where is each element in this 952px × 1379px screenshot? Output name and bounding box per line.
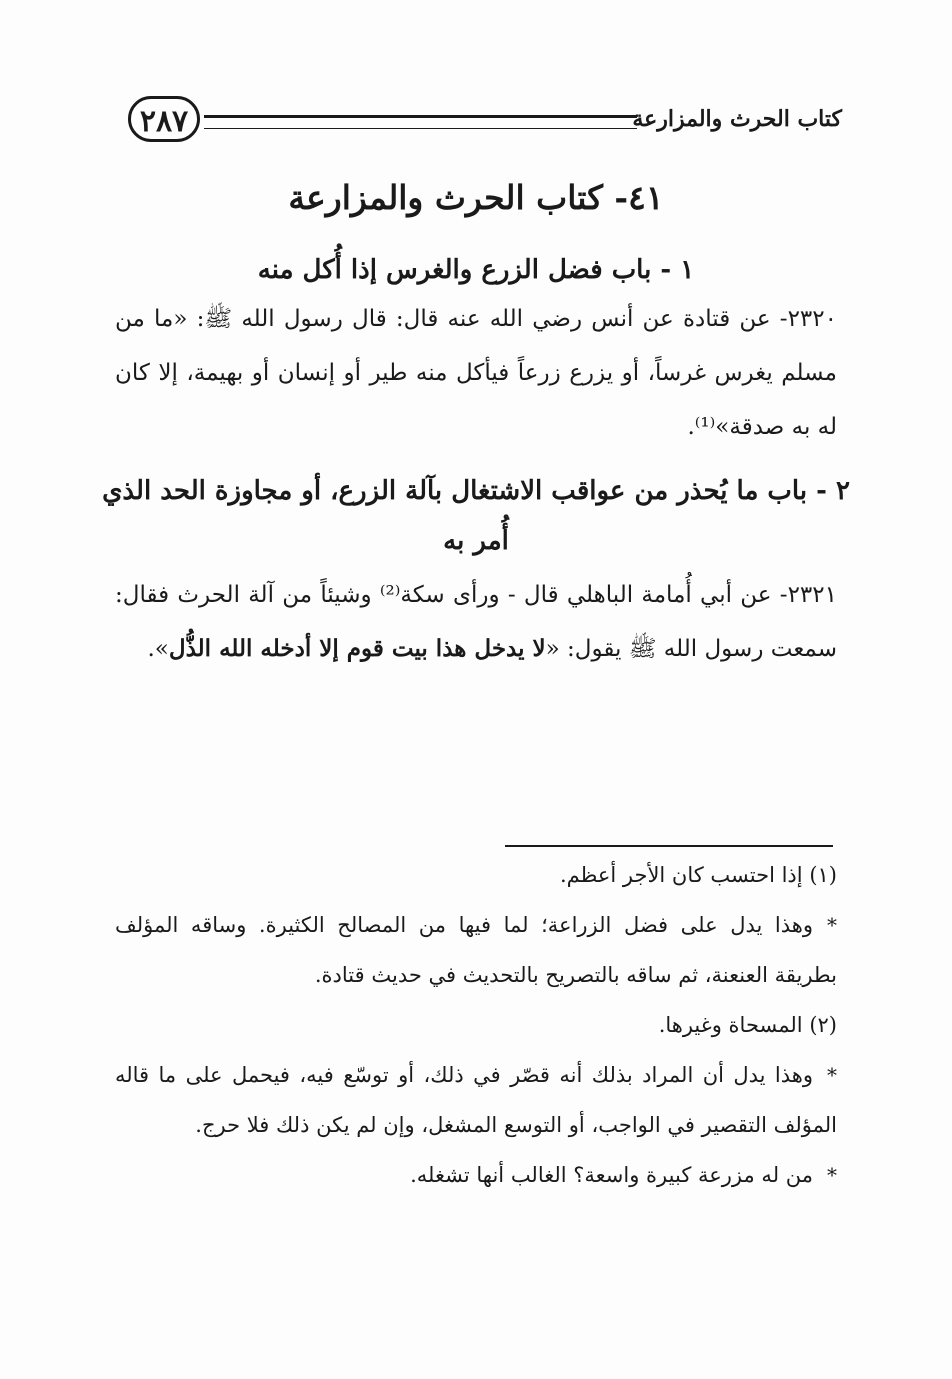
- footnotes: [115, 850, 837, 1200]
- running-header-title: كتاب الحرث والمزارعة: [632, 106, 842, 132]
- footnote-2: [115, 1000, 837, 1050]
- chapter-heading-2: ٢ - باب ما يُحذر من عواقب الاشتغال بآلة الزرع، أو مجاوزة الحد الذي أُمر به: [102, 476, 850, 556]
- commentary-1-marker: *: [827, 913, 837, 937]
- chapter-heading-1: ١ - باب فضل الزرع والغرس إذا أُكل منه: [257, 255, 695, 285]
- footnote-separator: [505, 845, 833, 847]
- hadith-2321: [115, 568, 837, 676]
- commentary-2-marker: *: [827, 1063, 837, 1087]
- footnote-1-marker: (١): [809, 863, 837, 887]
- commentary-2: [115, 1050, 837, 1150]
- commentary-3-text: من له مزرعة كبيرة واسعة؟ الغالب أنها تشغله.: [410, 1163, 813, 1187]
- header-double-rule: [204, 115, 637, 129]
- page-number: ٢٨٧: [128, 96, 200, 142]
- footnote-1: [115, 850, 837, 900]
- hadith-2320: ٢٣٢٠- عن قتادة عن أنس رضي الله عنه قال: قال رسول الله ﷺ: «ما من مسلم يغرس غرساً، أو يزرع زرعاً فيأكل منه طير أو إنسان أو بهيمة، إلا كان له به صدقة»⁽¹⁾.: [115, 306, 837, 440]
- running-header: [120, 96, 842, 154]
- book-title: ٤١- كتاب الحرث والمزارعة: [288, 178, 664, 217]
- hadith-2321-intro: ٢٣٢١- عن أبي أُمامة الباهلي قال - ورأى سكة⁽²⁾ وشيئاً من آلة الحرث فقال: سمعت رسول الله ﷺ يقول: «: [115, 582, 837, 662]
- commentary-2-text: وهذا يدل أن المراد بذلك أنه قصّر في ذلك، أو توسّع فيه، فيحمل على ما قاله المؤلف التقصير في الواجب، أو التوسع المشغل، وإن لم يكن ذلك فلا حرج.: [115, 1063, 837, 1137]
- footnote-1-text: إذا احتسب كان الأجر أعظم.: [559, 863, 803, 887]
- commentary-1: [115, 900, 837, 1000]
- footnote-2-text: المسحاة وغيرها.: [658, 1013, 803, 1037]
- commentary-1-text: وهذا يدل على فضل الزراعة؛ لما فيها من المصالح الكثيرة. وساقه المؤلف بطريقة العنعنة، ثم ساقه بالتصريح بالتحديث في حديث قتادة.: [115, 913, 837, 987]
- hadith-2321-end: ».: [147, 636, 169, 662]
- footnote-2-marker: (٢): [809, 1013, 837, 1037]
- commentary-3-marker: *: [827, 1163, 837, 1187]
- commentary-3: [115, 1150, 837, 1200]
- hadith-2321-quote: لا يدخل هذا بيت قوم إلا أدخله الله الذُّل: [168, 635, 546, 662]
